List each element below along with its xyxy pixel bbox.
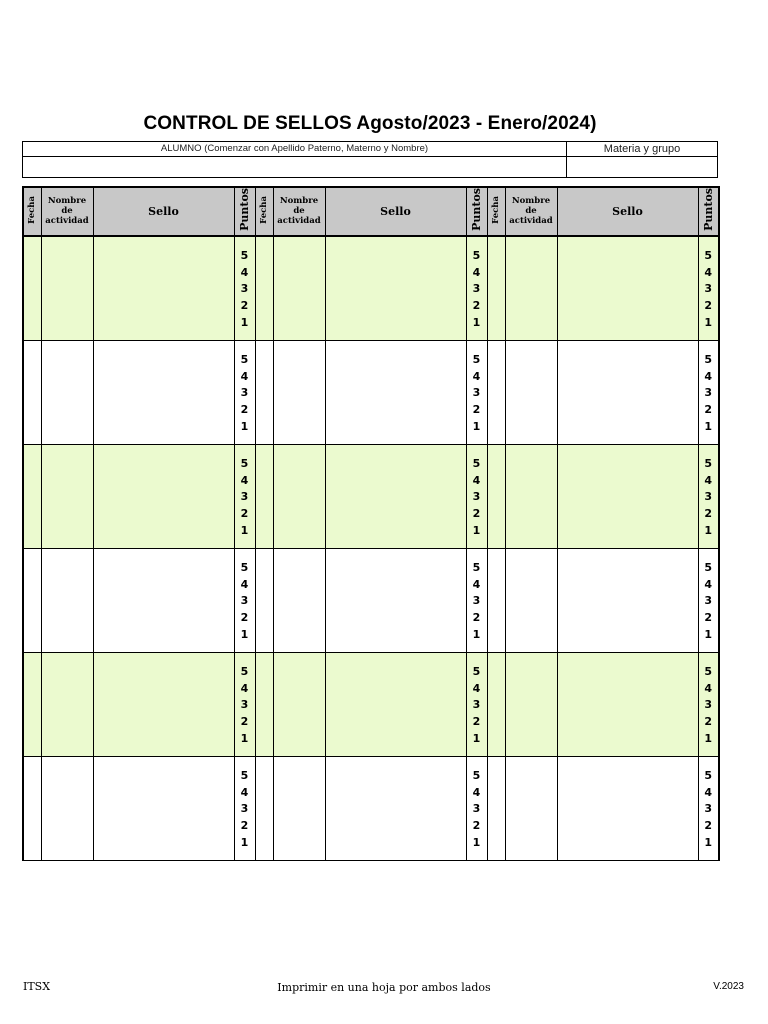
sello-cell[interactable] [93,340,234,444]
point-value[interactable]: 5 [704,664,713,678]
nombre-cell[interactable] [273,236,325,341]
header-sello: Sello [325,187,466,236]
header-sello: Sello [93,187,234,236]
footer-institution: ITSX [23,980,51,993]
sello-cell[interactable] [557,236,698,341]
point-value[interactable]: 3 [472,802,481,816]
point-value[interactable]: 2 [472,299,481,312]
point-value[interactable]: 2 [704,715,713,728]
point-value[interactable]: 5 [472,664,481,678]
point-value[interactable]: 4 [472,681,481,695]
header-fecha: Fecha [255,187,273,236]
nombre-cell[interactable] [505,548,557,652]
nombre-cell[interactable] [273,548,325,652]
sello-cell[interactable] [325,236,466,341]
nombre-cell[interactable] [505,236,557,341]
point-value[interactable]: 5 [704,768,713,782]
fecha-cell[interactable] [23,652,41,756]
puntos-cell[interactable] [234,340,255,444]
point-value[interactable]: 1 [704,731,713,745]
point-value[interactable]: 5 [472,352,481,366]
sello-cell[interactable] [557,340,698,444]
nombre-cell[interactable] [41,444,93,548]
puntos-cell[interactable] [234,548,255,652]
puntos-cell[interactable] [698,652,719,756]
point-value[interactable]: 3 [240,802,249,816]
point-value[interactable]: 3 [472,594,481,608]
point-value[interactable]: 1 [472,731,481,745]
nombre-cell[interactable] [505,444,557,548]
header-puntos: Puntos [466,187,487,236]
fecha-cell[interactable] [255,236,273,341]
point-value[interactable]: 5 [472,248,481,262]
point-value[interactable]: 3 [704,594,713,608]
sello-cell[interactable] [93,652,234,756]
point-value[interactable]: 3 [704,802,713,816]
point-value[interactable]: 4 [240,577,249,591]
point-value[interactable]: 5 [240,456,249,470]
sello-cell[interactable] [93,444,234,548]
fecha-cell[interactable] [487,340,505,444]
point-value[interactable]: 1 [472,835,481,849]
puntos-cell[interactable] [466,652,487,756]
sello-cell[interactable] [325,652,466,756]
point-value[interactable]: 4 [240,681,249,695]
point-value[interactable]: 4 [240,369,249,383]
puntos-cell[interactable] [466,444,487,548]
point-value[interactable]: 2 [704,299,713,312]
puntos-cell[interactable] [698,444,719,548]
point-value[interactable]: 3 [704,490,713,504]
point-value[interactable]: 3 [472,698,481,712]
point-value[interactable]: 1 [704,419,713,433]
point-value[interactable]: 4 [472,577,481,591]
footer-version: V.2023 [713,981,744,992]
puntos-cell[interactable] [234,236,255,341]
point-value[interactable]: 3 [704,698,713,712]
fecha-cell[interactable] [487,236,505,341]
sello-cell[interactable] [93,236,234,341]
nombre-cell[interactable] [505,340,557,444]
fecha-cell[interactable] [23,444,41,548]
point-value[interactable]: 2 [472,611,481,624]
footer-print-note: Imprimir en una hoja por ambos lados [277,981,491,994]
stamp-row [23,756,719,860]
point-value[interactable]: 1 [240,419,249,433]
puntos-cell[interactable] [698,756,719,860]
sello-cell[interactable] [325,444,466,548]
point-value[interactable]: 4 [472,369,481,383]
point-value[interactable]: 2 [240,299,249,312]
sello-cell[interactable] [557,444,698,548]
point-value[interactable]: 2 [240,403,249,416]
point-value[interactable]: 3 [240,386,249,400]
point-value[interactable]: 4 [704,369,713,383]
point-value[interactable]: 3 [704,386,713,400]
student-info-box [22,141,718,178]
fecha-cell[interactable] [23,548,41,652]
point-value[interactable]: 3 [240,698,249,712]
puntos-cell[interactable] [234,756,255,860]
puntos-cell[interactable] [466,340,487,444]
point-value[interactable]: 5 [240,768,249,782]
fecha-cell[interactable] [255,652,273,756]
nombre-cell[interactable] [505,652,557,756]
point-value[interactable]: 2 [704,403,713,416]
fecha-cell[interactable] [487,444,505,548]
point-value[interactable]: 1 [240,315,249,329]
header-row [23,187,719,236]
fecha-cell[interactable] [487,548,505,652]
point-value[interactable]: 3 [240,490,249,504]
point-value[interactable]: 4 [704,785,713,799]
nombre-cell[interactable] [273,756,325,860]
puntos-cell[interactable] [698,548,719,652]
fecha-cell[interactable] [487,756,505,860]
point-value[interactable]: 3 [240,594,249,608]
point-value[interactable]: 2 [240,611,249,624]
point-value[interactable]: 5 [704,248,713,262]
stamp-row [23,236,719,341]
sello-cell[interactable] [557,652,698,756]
point-value[interactable]: 1 [472,315,481,329]
stamp-row [23,652,719,756]
sello-cell[interactable] [93,756,234,860]
point-value[interactable]: 3 [472,282,481,296]
point-value[interactable]: 4 [472,785,481,799]
point-value[interactable]: 4 [704,681,713,695]
header-sello: Sello [557,187,698,236]
point-value[interactable]: 4 [704,577,713,591]
point-value[interactable]: 4 [240,785,249,799]
point-value[interactable]: 5 [472,456,481,470]
fecha-cell[interactable] [23,756,41,860]
puntos-cell[interactable] [698,340,719,444]
point-value[interactable]: 4 [704,265,713,279]
point-value[interactable]: 1 [240,731,249,745]
point-value[interactable]: 1 [704,523,713,537]
header-fecha: Fecha [487,187,505,236]
sello-cell[interactable] [557,548,698,652]
point-value[interactable]: 2 [240,507,249,520]
fecha-cell[interactable] [255,340,273,444]
header-puntos: Puntos [234,187,255,236]
header-nombre: Nombre de actividad [505,187,557,236]
point-value[interactable]: 5 [240,248,249,262]
point-value[interactable]: 1 [240,627,249,641]
puntos-cell[interactable] [466,756,487,860]
puntos-cell[interactable] [234,444,255,548]
stamp-row [23,444,719,548]
point-value[interactable]: 4 [240,265,249,279]
point-value[interactable]: 4 [240,473,249,487]
point-value[interactable]: 1 [472,419,481,433]
point-value[interactable]: 4 [472,473,481,487]
point-value[interactable]: 5 [472,560,481,574]
point-value[interactable]: 5 [240,664,249,678]
fecha-cell[interactable] [23,340,41,444]
header-fecha: Fecha [23,187,41,236]
point-value[interactable]: 2 [704,819,713,832]
page-title: CONTROL DE SELLOS Agosto/2023 - Enero/2024) [143,113,597,134]
point-value[interactable]: 5 [704,352,713,366]
point-value[interactable]: 4 [704,473,713,487]
point-value[interactable]: 2 [704,507,713,520]
puntos-cell[interactable] [234,652,255,756]
sello-cell[interactable] [325,756,466,860]
point-value[interactable]: 1 [704,627,713,641]
point-value[interactable]: 2 [472,403,481,416]
point-value[interactable]: 5 [472,768,481,782]
nombre-cell[interactable] [41,236,93,341]
puntos-cell[interactable] [466,548,487,652]
fecha-cell[interactable] [255,548,273,652]
nombre-cell[interactable] [41,548,93,652]
nombre-cell[interactable] [505,756,557,860]
point-value[interactable]: 5 [240,352,249,366]
stamp-row [23,548,719,652]
point-value[interactable]: 2 [472,819,481,832]
stamp-row [23,340,719,444]
stamps-table [22,186,720,861]
nombre-cell[interactable] [41,652,93,756]
point-value[interactable]: 1 [704,835,713,849]
divider [23,156,717,157]
point-value[interactable]: 2 [472,507,481,520]
header-nombre: Nombre de actividad [41,187,93,236]
point-value[interactable]: 3 [472,386,481,400]
point-value[interactable]: 1 [472,523,481,537]
sello-cell[interactable] [557,756,698,860]
nombre-cell[interactable] [273,340,325,444]
point-value[interactable]: 1 [240,523,249,537]
nombre-cell[interactable] [273,652,325,756]
point-value[interactable]: 4 [472,265,481,279]
materia-label: Materia y grupo [603,143,681,155]
nombre-cell[interactable] [273,444,325,548]
puntos-cell[interactable] [698,236,719,341]
header-puntos: Puntos [698,187,719,236]
point-value[interactable]: 3 [472,490,481,504]
alumno-label: ALUMNO (Comenzar con Apellido Paterno, Materno y Nombre) [160,143,429,154]
point-value[interactable]: 2 [472,715,481,728]
nombre-cell[interactable] [41,756,93,860]
fecha-cell[interactable] [23,236,41,341]
point-value[interactable]: 2 [704,611,713,624]
point-value[interactable]: 1 [704,315,713,329]
point-value[interactable]: 2 [240,715,249,728]
sello-cell[interactable] [325,548,466,652]
point-value[interactable]: 3 [240,282,249,296]
nombre-cell[interactable] [41,340,93,444]
header-nombre: Nombre de actividad [273,187,325,236]
sello-cell[interactable] [325,340,466,444]
fecha-cell[interactable] [255,444,273,548]
sello-cell[interactable] [93,548,234,652]
puntos-cell[interactable] [466,236,487,341]
point-value[interactable]: 2 [240,819,249,832]
point-value[interactable]: 1 [472,627,481,641]
point-value[interactable]: 5 [704,560,713,574]
fecha-cell[interactable] [255,756,273,860]
point-value[interactable]: 3 [704,282,713,296]
fecha-cell[interactable] [487,652,505,756]
point-value[interactable]: 5 [704,456,713,470]
point-value[interactable]: 5 [240,560,249,574]
point-value[interactable]: 1 [240,835,249,849]
